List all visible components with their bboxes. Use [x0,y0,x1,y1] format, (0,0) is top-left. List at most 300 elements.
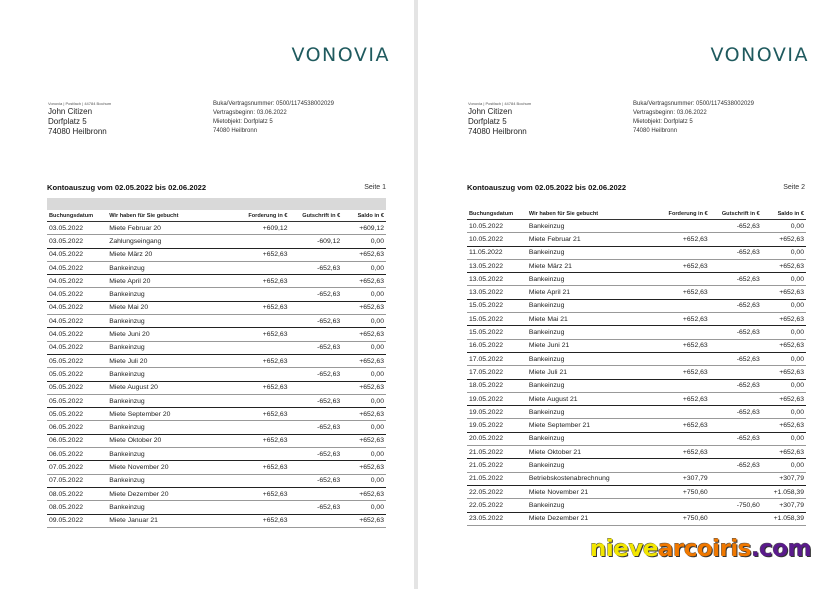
cell-balance: 0,00 [342,235,386,248]
cell-description: Bankeinzug [527,326,649,339]
cell-description: Bankeinzug [527,432,649,445]
page-divider [414,0,418,589]
table-row [467,259,806,272]
header-shade-bar [47,198,386,210]
cell-credit: -652,63 [710,406,762,419]
cell-charge: +652,63 [228,248,290,261]
cell-credit [289,222,342,235]
cell-credit: -652,63 [710,299,762,312]
cell-description: Miete Juli 21 [527,366,649,379]
cell-balance: +652,63 [342,381,386,394]
col-booking-date: Buchungsdatum [47,210,107,222]
cell-charge: +652,63 [228,275,290,288]
cell-booking-date: 04.05.2022 [47,248,107,261]
cell-booking-date: 17.05.2022 [467,352,527,365]
table-row [47,421,386,434]
transactions-table [47,210,386,528]
cell-description: Miete April 20 [107,275,228,288]
table-row [47,354,386,367]
cell-description: Miete September 20 [107,408,228,421]
table-row [467,406,806,419]
cell-balance: +652,63 [342,248,386,261]
cell-balance: +652,63 [762,366,806,379]
cell-booking-date: 05.05.2022 [47,408,107,421]
table-row [467,392,806,405]
cell-booking-date: 05.05.2022 [47,368,107,381]
cell-balance: +652,63 [762,339,806,352]
cell-description: Miete Juli 20 [107,354,228,367]
recipient-name: John Citizen [468,107,513,116]
cell-description: Miete Juni 21 [527,339,649,352]
cell-booking-date: 15.05.2022 [467,313,527,326]
sender-line: Vonovia | Postfach | 44784 Bochum [48,101,112,106]
cell-credit [289,248,342,261]
col-credit: Gutschrift in € [289,210,342,222]
table-row [467,472,806,485]
cell-description: Miete November 20 [107,461,228,474]
col-booking-date: Buchungsdatum [467,208,527,220]
cell-booking-date: 16.05.2022 [467,339,527,352]
cell-balance: 0,00 [342,448,386,461]
cell-credit: -652,63 [289,474,342,487]
contract-start: Vertragsbeginn: 03.06.2022 [213,110,287,116]
cell-booking-date: 03.05.2022 [47,235,107,248]
cell-booking-date: 04.05.2022 [47,341,107,354]
table-row [47,514,386,527]
page-number: Seite 2 [783,184,805,191]
cell-balance: +609,12 [342,222,386,235]
page-number: Seite 1 [364,184,386,191]
cell-description: Miete April 21 [527,286,649,299]
cell-balance: 0,00 [342,501,386,514]
cell-charge: +652,63 [649,366,710,379]
cell-credit [710,286,762,299]
statement-title: Kontoauszug vom 02.05.2022 bis 02.06.2022 [467,183,627,192]
cell-booking-date: 04.05.2022 [47,301,107,314]
cell-booking-date: 04.05.2022 [47,328,107,341]
cell-charge [228,288,290,301]
cell-booking-date: 18.05.2022 [467,379,527,392]
table-row [47,261,386,274]
contract-info [633,100,754,136]
cell-balance: +652,63 [342,434,386,447]
cell-credit: -652,63 [710,326,762,339]
cell-balance: +652,63 [762,313,806,326]
cell-booking-date: 21.05.2022 [467,459,527,472]
table-row [467,499,806,512]
cell-description: Miete Juni 20 [107,328,228,341]
table-row [467,273,806,286]
cell-description: Bankeinzug [107,368,228,381]
cell-charge [228,235,290,248]
table-row [47,474,386,487]
cell-balance: 0,00 [342,394,386,407]
table-row [467,352,806,365]
table-row [47,368,386,381]
table-row [467,313,806,326]
cell-balance: 0,00 [762,273,806,286]
table-row [47,381,386,394]
statement-title: Kontoauszug vom 02.05.2022 bis 02.06.2022 [47,183,207,192]
cell-charge [228,341,290,354]
cell-balance: 0,00 [762,379,806,392]
cell-charge: +652,63 [649,392,710,405]
cell-credit: -652,63 [710,379,762,392]
cell-charge [228,394,290,407]
cell-description: Miete September 21 [527,419,649,432]
contract-number: Buka/Vertragsnummer: 0500/1174538002029 [633,101,754,107]
table-row [467,286,806,299]
cell-description: Bankeinzug [107,501,228,514]
col-description: Wir haben für Sie gebucht [107,210,228,222]
cell-description: Bankeinzug [527,273,649,286]
table-row [467,379,806,392]
recipient-address [48,107,107,137]
cell-charge: +652,63 [228,461,290,474]
cell-balance: 0,00 [342,288,386,301]
table-row [47,487,386,500]
rental-object-city: 74080 Heilbronn [213,128,258,134]
recipient-name: John Citizen [48,107,93,116]
cell-charge: +307,79 [649,472,710,485]
cell-credit [710,485,762,498]
cell-balance: 0,00 [342,421,386,434]
cell-charge [228,368,290,381]
vonovia-logo: VONOVIA [710,44,809,66]
cell-booking-date: 05.05.2022 [47,354,107,367]
cell-charge: +652,63 [228,301,290,314]
table-row [47,248,386,261]
cell-balance: 0,00 [342,261,386,274]
cell-credit [710,472,762,485]
cell-credit [289,275,342,288]
cell-charge: +652,63 [649,286,710,299]
cell-charge: +652,63 [649,313,710,326]
cell-description: Bankeinzug [527,459,649,472]
recipient-city: 74080 Heilbronn [468,127,527,136]
cell-balance: +652,63 [342,514,386,527]
cell-balance: +652,63 [342,461,386,474]
table-row [47,275,386,288]
table-row [47,394,386,407]
cell-description: Bankeinzug [527,406,649,419]
cell-booking-date: 20.05.2022 [467,432,527,445]
cell-balance: +652,63 [762,286,806,299]
table-row [47,328,386,341]
rental-object-city: 74080 Heilbronn [633,128,678,134]
cell-booking-date: 08.05.2022 [47,487,107,500]
cell-booking-date: 22.05.2022 [467,485,527,498]
cell-credit [289,514,342,527]
cell-description: Bankeinzug [527,499,649,512]
table-row [47,501,386,514]
cell-credit [289,408,342,421]
cell-charge [228,448,290,461]
cell-booking-date: 06.05.2022 [47,434,107,447]
cell-credit [710,313,762,326]
cell-description: Miete Januar 21 [107,514,228,527]
cell-description: Bankeinzug [107,261,228,274]
cell-credit [289,434,342,447]
cell-credit: -652,63 [289,394,342,407]
cell-charge [649,499,710,512]
cell-description: Bankeinzug [107,448,228,461]
cell-charge [649,326,710,339]
cell-description: Bankeinzug [527,379,649,392]
cell-booking-date: 17.05.2022 [467,366,527,379]
cell-description: Miete Oktober 21 [527,446,649,459]
table-row [47,434,386,447]
cell-description: Miete November 21 [527,485,649,498]
cell-description: Bankeinzug [107,421,228,434]
cell-booking-date: 19.05.2022 [467,419,527,432]
table-row [467,419,806,432]
cell-balance: 0,00 [342,474,386,487]
cell-booking-date: 15.05.2022 [467,299,527,312]
cell-charge: +609,12 [228,222,290,235]
rental-object: Mietobjekt: Dorfplatz 5 [633,119,693,125]
cell-charge [228,421,290,434]
cell-credit: -652,63 [289,261,342,274]
cell-balance: +652,63 [342,275,386,288]
cell-balance: +652,63 [342,354,386,367]
cell-balance: 0,00 [762,432,806,445]
cell-balance: +652,63 [762,233,806,246]
cell-description: Bankeinzug [107,288,228,301]
cell-charge [649,220,710,233]
cell-booking-date: 13.05.2022 [467,259,527,272]
cell-booking-date: 05.05.2022 [47,394,107,407]
cell-charge [649,406,710,419]
col-balance: Saldo in € [762,208,806,220]
cell-charge: +652,63 [228,487,290,500]
cell-balance: +652,63 [342,487,386,500]
recipient-address [468,107,527,137]
transactions-table [467,208,806,526]
cell-credit: -652,63 [710,352,762,365]
cell-balance: +652,63 [762,419,806,432]
cell-charge [649,246,710,259]
statement-page-1 [0,0,414,589]
table-row [467,339,806,352]
cell-booking-date: 10.05.2022 [467,220,527,233]
contract-info [213,100,334,136]
cell-description: Miete Oktober 20 [107,434,228,447]
cell-booking-date: 19.05.2022 [467,392,527,405]
cell-charge: +652,63 [649,339,710,352]
cell-charge: +750,60 [649,512,710,525]
rental-object: Mietobjekt: Dorfplatz 5 [213,119,273,125]
cell-credit [710,366,762,379]
cell-credit: -652,63 [710,459,762,472]
cell-description: Miete Februar 21 [527,233,649,246]
cell-charge: +652,63 [649,233,710,246]
cell-credit [289,381,342,394]
cell-credit [289,354,342,367]
cell-charge: +652,63 [228,514,290,527]
cell-charge [228,261,290,274]
cell-balance: +652,63 [342,408,386,421]
watermark-part-2: arcoiris [657,536,752,562]
cell-booking-date: 23.05.2022 [467,512,527,525]
cell-booking-date: 22.05.2022 [467,499,527,512]
cell-booking-date: 07.05.2022 [47,461,107,474]
cell-booking-date: 04.05.2022 [47,288,107,301]
cell-description: Miete August 20 [107,381,228,394]
cell-balance: +1.058,39 [762,512,806,525]
cell-description: Bankeinzug [107,474,228,487]
cell-description: Bankeinzug [107,394,228,407]
col-charge: Forderung in € [228,210,290,222]
table-row [47,341,386,354]
cell-charge: +652,63 [649,446,710,459]
cell-balance: 0,00 [762,246,806,259]
cell-booking-date: 21.05.2022 [467,446,527,459]
col-charge: Forderung in € [649,208,710,220]
cell-charge [228,315,290,328]
contract-number: Buka/Vertragsnummer: 0500/1174538002029 [213,101,334,107]
cell-balance: 0,00 [762,406,806,419]
cell-charge [228,501,290,514]
cell-description: Miete März 20 [107,248,228,261]
table-row [467,459,806,472]
cell-booking-date: 07.05.2022 [47,474,107,487]
cell-charge [649,299,710,312]
vonovia-logo: VONOVIA [291,44,390,66]
recipient-street: Dorfplatz 5 [468,117,507,126]
cell-credit: -652,63 [289,288,342,301]
cell-description: Bankeinzug [107,315,228,328]
cell-description: Miete Dezember 21 [527,512,649,525]
cell-booking-date: 13.05.2022 [467,273,527,286]
table-row [467,299,806,312]
cell-balance: +652,63 [342,301,386,314]
cell-credit [289,328,342,341]
cell-booking-date: 13.05.2022 [467,286,527,299]
cell-balance: +307,79 [762,472,806,485]
cell-charge [649,379,710,392]
col-description: Wir haben für Sie gebucht [527,208,649,220]
cell-credit [710,339,762,352]
cell-credit: -652,63 [289,501,342,514]
table-row [47,301,386,314]
cell-charge [649,459,710,472]
cell-credit: -652,63 [710,246,762,259]
table-row [467,326,806,339]
cell-credit [710,512,762,525]
cell-credit: -652,63 [710,220,762,233]
cell-credit [710,419,762,432]
table-row [467,366,806,379]
cell-balance: 0,00 [762,326,806,339]
cell-charge [649,352,710,365]
cell-charge: +652,63 [649,259,710,272]
cell-description: Miete Mai 21 [527,313,649,326]
watermark-logo [590,536,811,562]
cell-credit: -652,63 [289,421,342,434]
table-row [467,432,806,445]
cell-credit: -652,63 [710,432,762,445]
cell-credit [289,301,342,314]
cell-credit: -652,63 [289,315,342,328]
cell-booking-date: 05.05.2022 [47,381,107,394]
cell-description: Miete Mai 20 [107,301,228,314]
cell-booking-date: 09.05.2022 [47,514,107,527]
cell-balance: +652,63 [762,446,806,459]
cell-balance: 0,00 [762,220,806,233]
cell-booking-date: 10.05.2022 [467,233,527,246]
cell-booking-date: 08.05.2022 [47,501,107,514]
cell-charge: +652,63 [228,354,290,367]
cell-balance: 0,00 [342,315,386,328]
cell-charge: +652,63 [228,434,290,447]
table-row [467,485,806,498]
cell-balance: 0,00 [342,341,386,354]
cell-balance: +652,63 [762,392,806,405]
table-row [467,220,806,233]
cell-balance: 0,00 [762,352,806,365]
cell-description: Miete August 21 [527,392,649,405]
contract-start: Vertragsbeginn: 03.06.2022 [633,110,707,116]
cell-booking-date: 03.05.2022 [47,222,107,235]
table-row [467,446,806,459]
cell-description: Zahlungseingang [107,235,228,248]
cell-description: Bankeinzug [527,220,649,233]
cell-credit [710,446,762,459]
cell-charge: +652,63 [649,419,710,432]
cell-booking-date: 21.05.2022 [467,472,527,485]
cell-credit: -652,63 [289,341,342,354]
cell-balance: +652,63 [342,328,386,341]
cell-description: Bankeinzug [107,341,228,354]
cell-description: Bankeinzug [527,299,649,312]
cell-balance: +307,79 [762,499,806,512]
watermark-part-3: .com [751,536,812,562]
table-row [47,235,386,248]
recipient-street: Dorfplatz 5 [48,117,87,126]
table-row [47,288,386,301]
cell-description: Miete März 21 [527,259,649,272]
table-header-row [47,210,386,222]
cell-balance: 0,00 [762,459,806,472]
cell-charge [228,474,290,487]
table-row [467,512,806,525]
cell-booking-date: 06.05.2022 [47,448,107,461]
cell-credit: -652,63 [289,448,342,461]
cell-credit: -652,63 [289,368,342,381]
cell-description: Bankeinzug [527,352,649,365]
cell-balance: 0,00 [762,299,806,312]
col-credit: Gutschrift in € [710,208,762,220]
cell-description: Bankeinzug [527,246,649,259]
table-row [47,461,386,474]
col-balance: Saldo in € [342,210,386,222]
cell-description: Miete Dezember 20 [107,487,228,500]
table-row [467,246,806,259]
cell-credit [289,487,342,500]
cell-charge: +652,63 [228,381,290,394]
cell-credit [710,259,762,272]
cell-charge: +652,63 [228,328,290,341]
cell-booking-date: 06.05.2022 [47,421,107,434]
cell-balance: 0,00 [342,368,386,381]
cell-credit [710,392,762,405]
table-row [467,233,806,246]
cell-booking-date: 04.05.2022 [47,261,107,274]
cell-charge: +652,63 [228,408,290,421]
sender-line: Vonovia | Postfach | 44784 Bochum [468,101,532,106]
table-row [47,448,386,461]
